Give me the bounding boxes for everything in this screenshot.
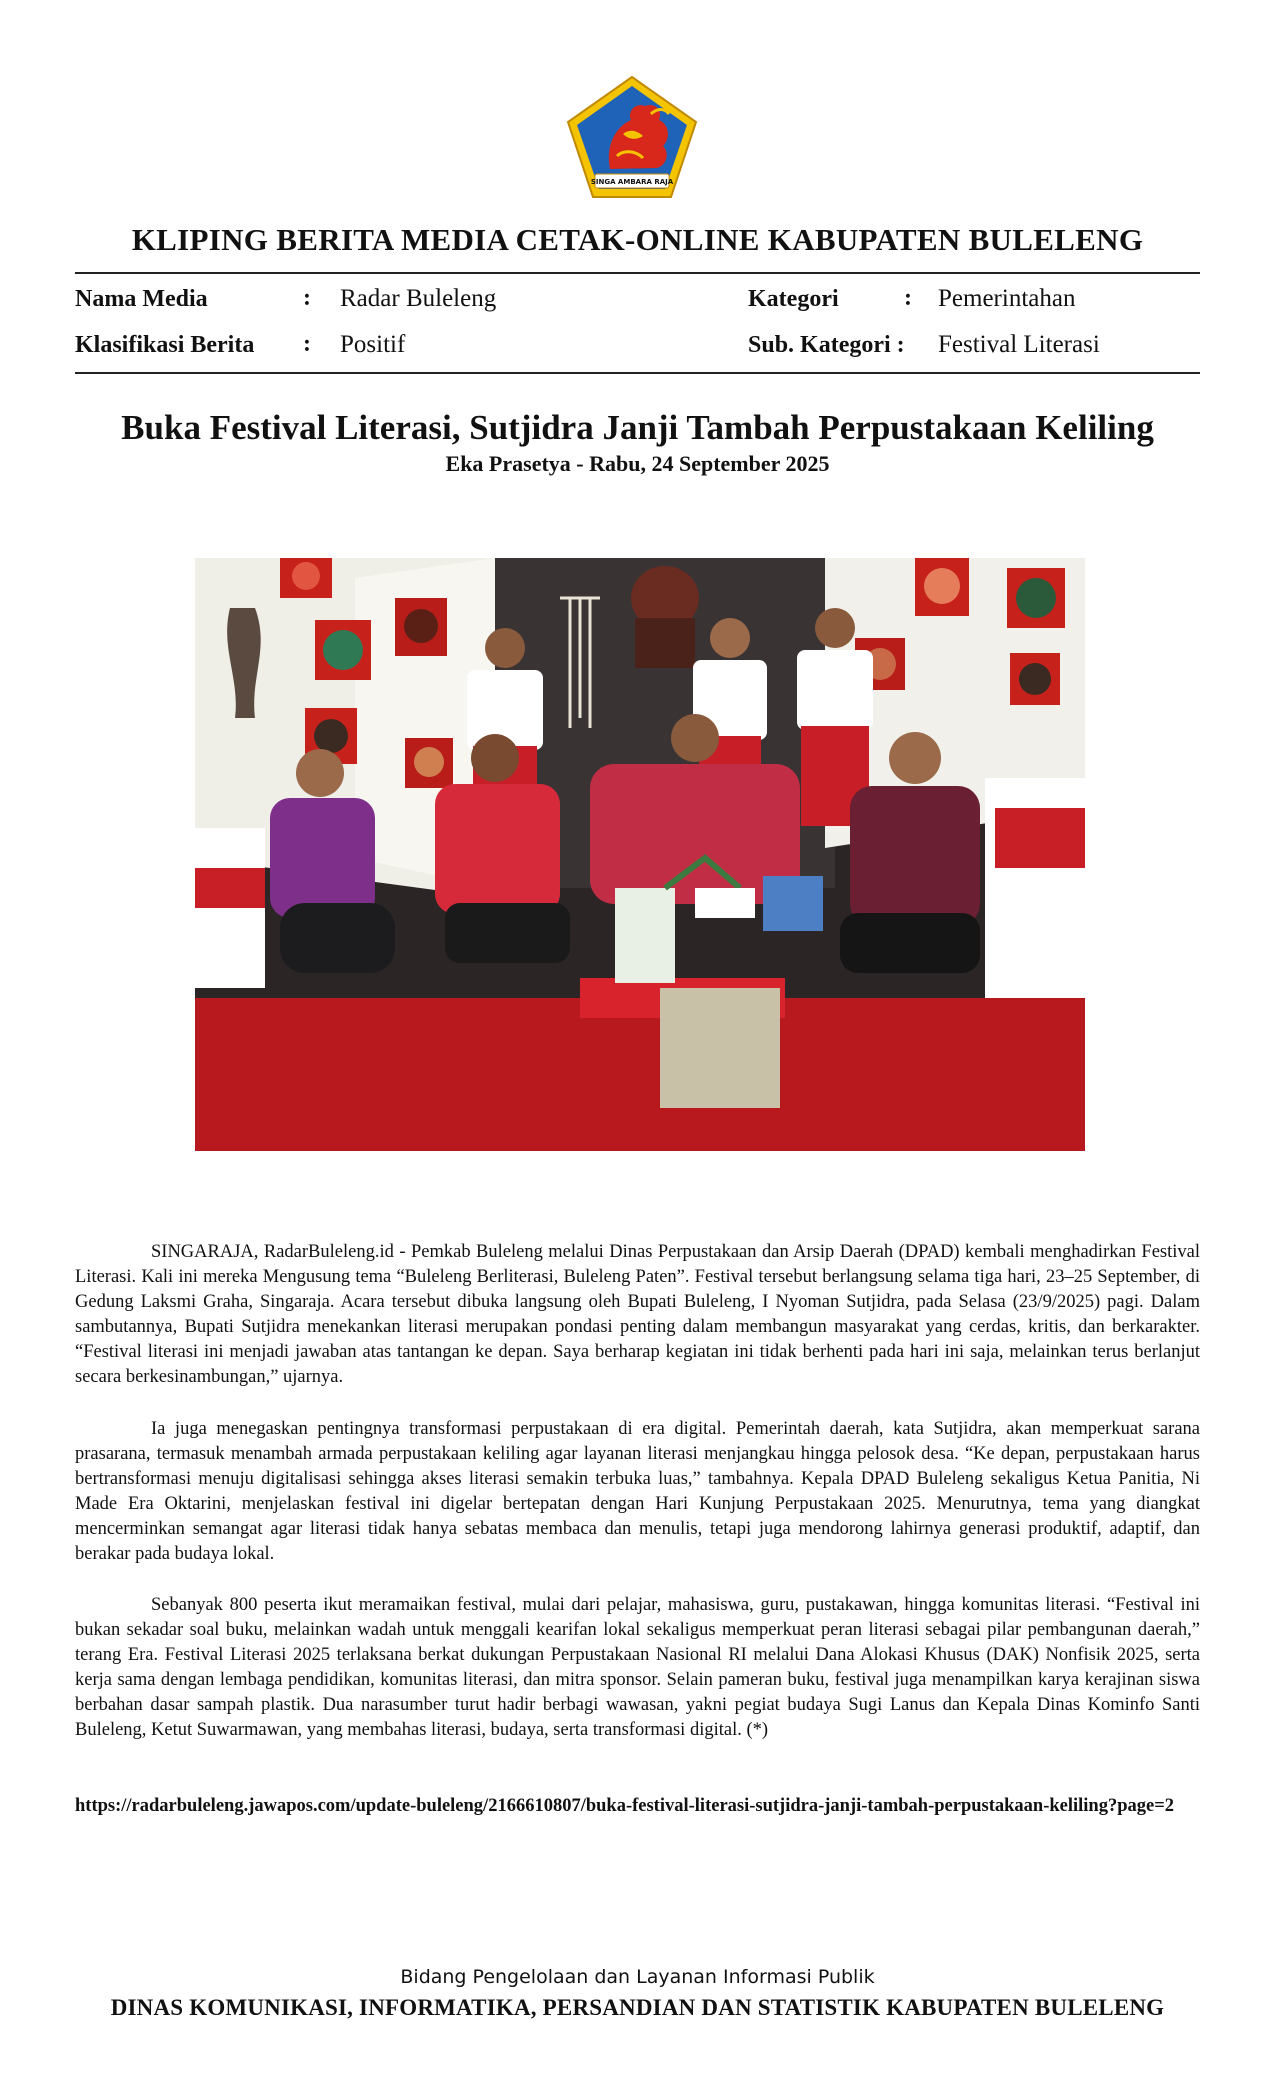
header-rule-top [75, 272, 1200, 274]
header-rule-bottom [75, 372, 1200, 374]
source-link[interactable]: https://radarbuleleng.jawapos.com/update-buleleng/2166610807/buka-festival-literasi-sutjidra-janji-tambah-perpustakaan-keliling?page=2 [75, 1796, 1175, 1816]
media-name-label: Nama Media [75, 286, 208, 312]
subcategory-label: Sub. Kategori : [748, 332, 905, 358]
category-label: Kategori [748, 286, 839, 312]
category-colon: : [904, 285, 912, 311]
media-name-value: Radar Buleleng [340, 285, 497, 312]
article-paragraph-1: SINGARAJA, RadarBuleleng.id - Pemkab Buleleng melalui Dinas Perpustakaan dan Arsip Daerah (DPAD) kembali menghadirkan Festival Literasi. Kali ini mereka Mengusung tema “Buleleng Berliterasi, Buleleng Paten”. Festival tersebut berlangsung selama tiga hari, 23–25 September, di Gedung Laksmi Graha, Singaraja. Acara tersebut dibuka langsung oleh Bupati Buleleng, I Nyoman Sutjidra, pada Selasa (23/9/2025) pagi. Dalam sambutannya, Bupati Sutjidra menekankan literasi merupakan pondasi penting dalam membangun masyarakat yang cerdas, kritis, dan berkarakter. “Festival literasi ini menjadi jawaban atas tantangan ke depan. Saya berharap kegiatan ini tidak berhenti pada hari ini saja, melainkan terus berlanjut secara berkesinambungan,” ujarnya. [75, 1242, 1200, 1387]
article-byline: Eka Prasetya - Rabu, 24 September 2025 [445, 451, 830, 476]
media-name-colon: : [303, 285, 311, 311]
footer-agency: DINAS KOMUNIKASI, INFORMATIKA, PERSANDIAN DAN STATISTIK KABUPATEN BULELENG [110, 1995, 1165, 2020]
news-classification-label: Klasifikasi Berita [75, 332, 255, 358]
category-value: Pemerintahan [938, 285, 1076, 312]
emblem-motto-text: SINGA AMBARA RAJA [590, 178, 674, 186]
clipping-title: KLIPING BERITA MEDIA CETAK-ONLINE KABUPATEN BULELENG [131, 222, 1144, 257]
footer-division: Bidang Pengelolaan dan Layanan Informasi Publik [400, 1966, 875, 1988]
article-photo [195, 558, 1085, 1151]
article-paragraph-3: Sebanyak 800 peserta ikut meramaikan festival, mulai dari pelajar, mahasiswa, guru, pustakawan, hingga komunitas literasi. “Festival ini bukan sekadar soal buku, melainkan wadah untuk menggali kearifan lokal sekaligus memperkuat peran literasi sebagai pilar pembangunan daerah,” terang Era. Festival Literasi 2025 terlaksana berkat dukungan Perpustakaan Nasional RI melalui Dana Alokasi Khusus (DAK) Nonfisik 2025, serta kerja sama dengan lembaga pendidikan, komunitas literasi, dan mitra sponsor. Selain pameran buku, festival juga menampilkan karya kerajinan siswa berbahan dasar sampah plastik. Dua narasumber turut hadir berbagi wawasan, yakni pegiat budaya Sugi Lanus dan Kepala Dinas Kominfo Santi Buleleng, Ketut Suwarmawan, yang membahas literasi, budaya, serta transformasi digital. (*) [75, 1595, 1200, 1740]
article-paragraph-2: Ia juga menegaskan pentingnya transformasi perpustakaan di era digital. Pemerintah daerah, kata Sutjidra, akan memperkuat sarana prasarana, termasuk menambah armada perpustakaan keliling agar layanan literasi menjangkau hingga pelosok desa. “Ke depan, perpustakaan harus bertransformasi menuju digitalisasi sehingga akses literasi semakin terbuka luas,” tambahnya. Kepala DPAD Buleleng sekaligus Ketua Panitia, Ni Made Era Oktarini, menjelaskan festival ini digelar bertepatan dengan Hari Kunjung Perpustakaan 2025. Menurutnya, tema yang diangkat mencerminkan semangat agar literasi tidak hanya sebatas membaca dan menulis, tetapi juga mendorong lahirnya generasi produktif, adaptif, dan berakar pada budaya lokal. [75, 1419, 1200, 1564]
article-headline: Buka Festival Literasi, Sutjidra Janji Tambah Perpustakaan Keliling [121, 408, 1154, 447]
news-classification-colon: : [303, 331, 311, 357]
subcategory-value: Festival Literasi [938, 331, 1100, 358]
buleleng-emblem-logo [565, 74, 699, 200]
news-classification-value: Positif [340, 331, 406, 358]
